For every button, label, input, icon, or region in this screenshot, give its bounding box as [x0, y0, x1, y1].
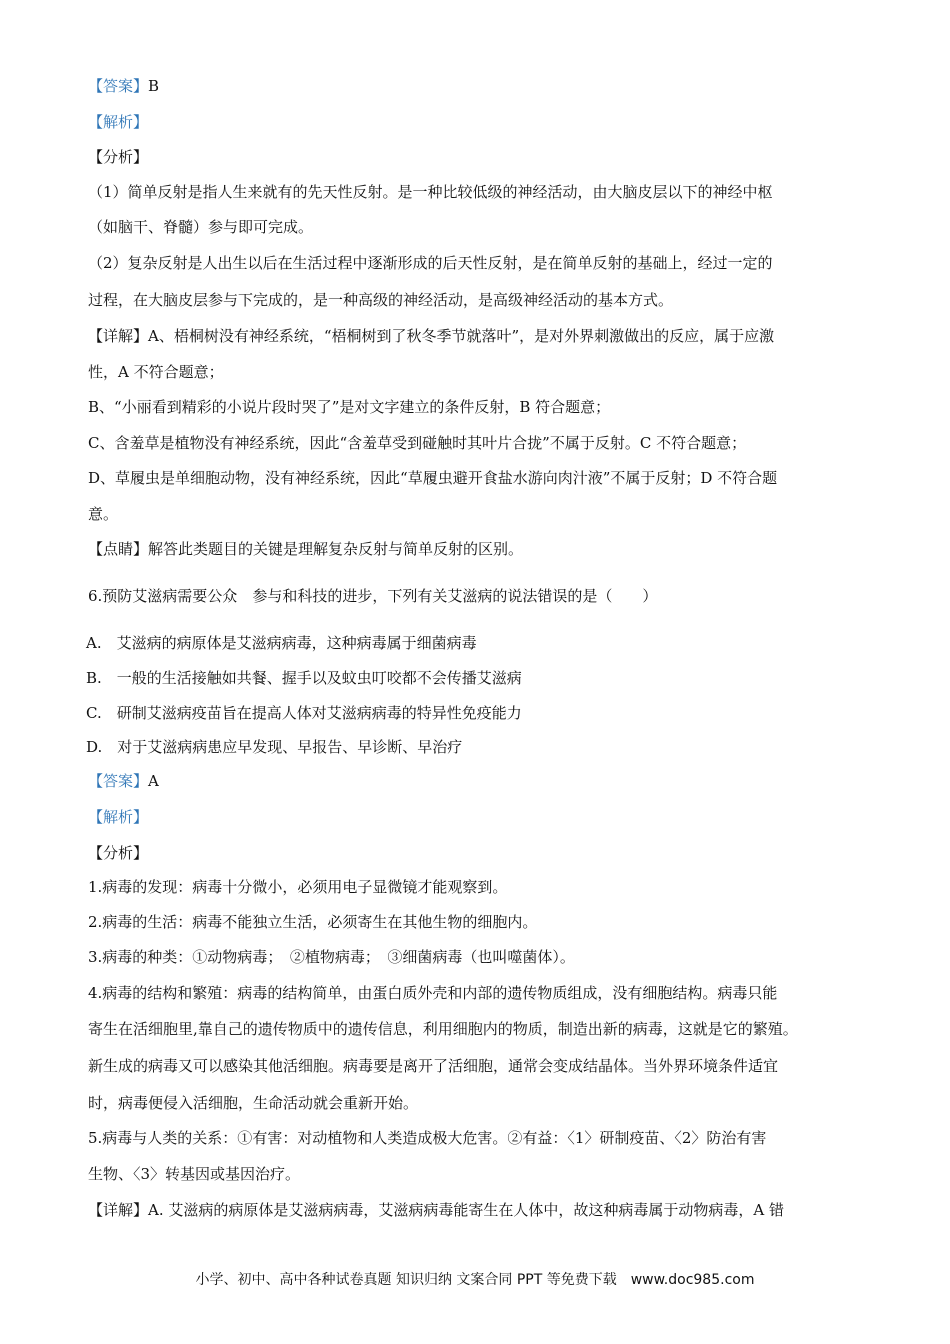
q5-paragraph-2b: 过程，在大脑皮层参与下完成的，是一种高级的神经活动，是高级神经活动的基本方式。 — [88, 291, 674, 309]
q5-fenxi-heading: 【分析】 — [88, 148, 149, 166]
page-footer: 小学、初中、高中各种试卷真题 知识归纳 文案合同 PPT 等免费下载 www.doc985.com — [195, 1272, 755, 1288]
q5-detail-a2: 性，A 不符合题意； — [88, 363, 224, 381]
q6-option-d: D. 对于艾滋病病患应早发现、早报告、早诊断、早治疗 — [86, 738, 463, 756]
q6-option-b: B. 一般的生活接触如共餐、握手以及蚊虫叮咬都不会传播艾滋病 — [86, 669, 522, 687]
q6-analysis-2: 2.病毒的生活：病毒不能独立生活，必须寄生在其他生物的细胞内。 — [88, 913, 538, 931]
q5-paragraph-1b: （如脑干、脊髓）参与即可完成。 — [88, 218, 314, 236]
q5-detail-c: C、含羞草是植物没有神经系统，因此“含羞草受到碰触时其叶片合拢”不属于反射。C 不符合题意； — [88, 434, 747, 452]
q6-detail: 【详解】A. 艾滋病的病原体是艾滋病病毒，艾滋病病毒能寄生在人体中，故这种病毒属于动物病毒，A 错 — [88, 1201, 784, 1219]
q5-detail-a1: 【详解】A、梧桐树没有神经系统，“梧桐树到了秋冬季节就落叶”，是对外界刺激做出的反应，属于应激 — [88, 327, 775, 345]
q6-analysis-3: 3.病毒的种类：①动物病毒； ②植物病毒； ③细菌病毒（也叫噬菌体）。 — [88, 948, 575, 966]
q6-fenxi-heading: 【分析】 — [88, 844, 149, 862]
q5-jiexi-tag: 【解析】 — [88, 113, 149, 131]
q5-detail-d2: 意。 — [88, 505, 119, 523]
answer-value: A — [148, 772, 159, 790]
q6-analysis-1: 1.病毒的发现：病毒十分微小，必须用电子显微镜才能观察到。 — [88, 878, 508, 896]
q5-detail-d1: D、草履虫是单细胞动物，没有神经系统，因此“草履虫避开食盐水游向肉汁液”不属于反射；D 不符合题 — [88, 469, 778, 487]
answer-tag: 【答案】 — [88, 77, 149, 95]
q5-dianjing: 【点睛】解答此类题目的关键是理解复杂反射与简单反射的区别。 — [88, 540, 524, 558]
q6-analysis-5a: 5.病毒与人类的关系：①有害：对动植物和人类造成极大危害。②有益：〈1〉研制疫苗、〈2〉防治有害 — [88, 1129, 767, 1147]
q6-option-c: C. 研制艾滋病疫苗旨在提高人体对艾滋病病毒的特异性免疫能力 — [86, 704, 522, 722]
answer-value: B — [148, 77, 160, 95]
answer-tag: 【答案】 — [88, 772, 149, 790]
q5-paragraph-2a: （2）复杂反射是人出生以后在生活过程中逐渐形成的后天性反射，是在简单反射的基础上，经过一定的 — [88, 254, 773, 272]
q6-analysis-4a: 4.病毒的结构和繁殖：病毒的结构简单，由蛋白质外壳和内部的遗传物质组成，没有细胞结构。病毒只能 — [88, 984, 778, 1002]
q6-analysis-5b: 生物、〈3〉转基因或基因治疗。 — [88, 1165, 301, 1183]
q5-answer-line — [88, 76, 890, 96]
q6-answer-line — [88, 771, 890, 791]
q5-detail-b: B、“小丽看到精彩的小说片段时哭了”是对文字建立的条件反射，B 符合题意； — [88, 398, 611, 416]
q6-analysis-4c: 新生成的病毒又可以感染其他活细胞。病毒要是离开了活细胞，通常会变成结晶体。当外界环境条件适宜 — [88, 1057, 779, 1075]
q6-jiexi-tag: 【解析】 — [88, 808, 149, 826]
q6-analysis-4d: 时，病毒便侵入活细胞，生命活动就会重新开始。 — [88, 1094, 419, 1112]
q6-analysis-4b: 寄生在活细胞里,靠自己的遗传物质中的遗传信息，利用细胞内的物质，制造出新的病毒，这就是它的繁殖。 — [88, 1020, 798, 1038]
q5-paragraph-1a: （1）简单反射是指人生来就有的先天性反射。是一种比较低级的神经活动，由大脑皮层以下的神经中枢 — [88, 183, 773, 201]
q6-option-a: A. 艾滋病的病原体是艾滋病病毒，这种病毒属于细菌病毒 — [86, 634, 477, 652]
q6-stem: 6.预防艾滋病需要公众 参与和科技的进步，下列有关艾滋病的说法错误的是（ ） — [88, 587, 658, 605]
